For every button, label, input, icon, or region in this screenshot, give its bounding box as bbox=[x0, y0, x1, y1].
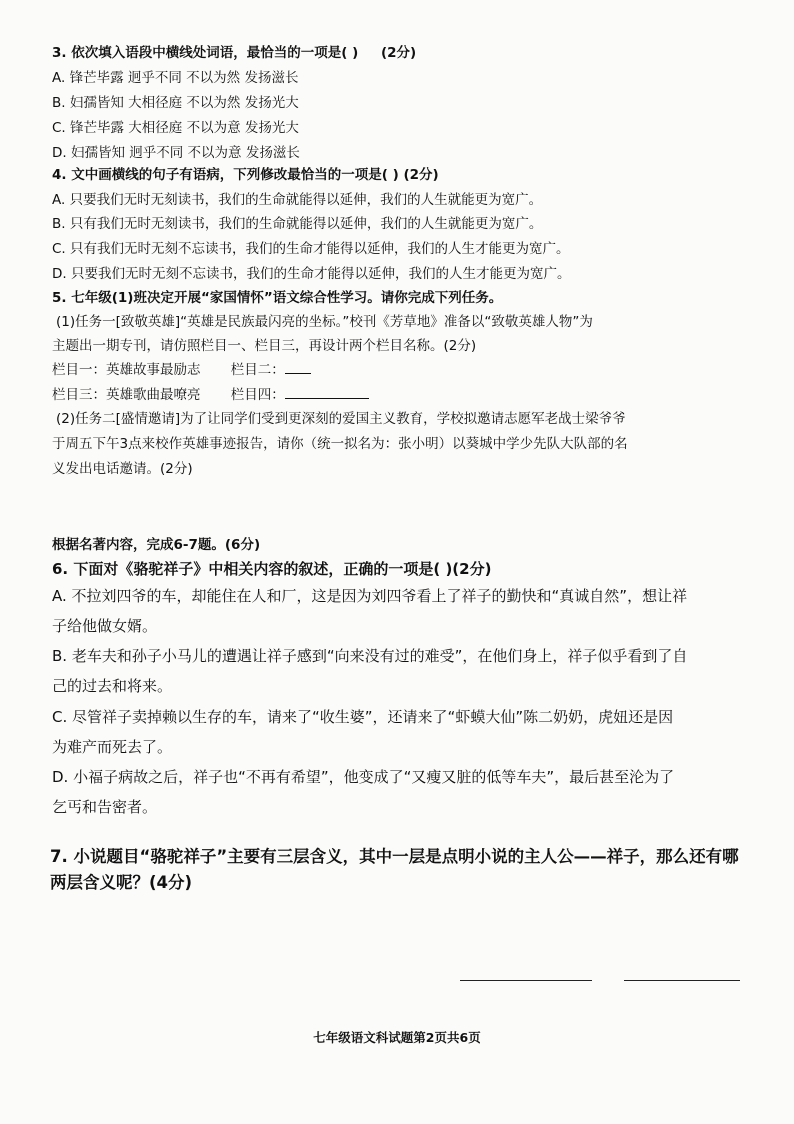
q6-option-c-line2: 为难产而死去了。 bbox=[52, 738, 173, 756]
q7-line2: 两层含义呢？(4分) bbox=[50, 873, 193, 892]
q5-columns-row2 bbox=[52, 386, 369, 404]
column-two-label: 栏目二： bbox=[230, 362, 285, 378]
q6-option-b-line1: B. 老车夫和孙子小马儿的遭遇让祥子感到“向来没有过的难受”，在他们身上，祥子似乎看到了自 bbox=[52, 647, 688, 665]
column-four-label: 栏目四： bbox=[230, 387, 285, 403]
answer-line-right[interactable] bbox=[624, 980, 740, 981]
q6-stem: 6. 下面对《骆驼祥子》中相关内容的叙述，正确的一项是( )(2分) bbox=[52, 560, 492, 578]
q6-option-b-line2: 己的过去和将来。 bbox=[52, 677, 173, 695]
answer-line-left[interactable] bbox=[460, 980, 592, 981]
q6-option-a-line2: 子给他做女婿。 bbox=[52, 617, 158, 635]
q5-task2-line3: 义发出电话邀请。(2分) bbox=[52, 461, 193, 477]
q6-option-d-line1: D. 小福子病故之后，祥子也“不再有希望”，他变成了“又瘦又脏的低等车夫”，最后甚至沦为了 bbox=[52, 768, 675, 786]
q7-line1: 7. 小说题目“骆驼祥子”主要有三层含义，其中一层是点明小说的主人公——祥子，那么还有哪 bbox=[50, 847, 739, 866]
q5-task1-line1: (1)任务一[致敬英雄]“英雄是民族最闪亮的坐标。”校刊《芳草地》准备以“致敬英雄人物”为 bbox=[56, 314, 593, 330]
q4-option-d: D. 只要我们无时无刻不忘读书，我们的生命才能得以延伸，我们的人生才能更为宽广。 bbox=[52, 266, 571, 282]
q5-task2-line2: 于周五下午3点来校作英雄事迹报告，请你（统一拟名为：张小明）以葵城中学少先队大队部的名 bbox=[52, 436, 628, 452]
column-two-blank[interactable] bbox=[285, 361, 311, 374]
q5-stem: 5. 七年级(1)班决定开展“家国情怀”语文综合性学习。请你完成下列任务。 bbox=[52, 290, 503, 306]
column-three: 栏目三：英雄歌曲最嘹亮 bbox=[52, 387, 201, 403]
q4-stem: 4. 文中画横线的句子有语病，下列修改最恰当的一项是( ) (2分) bbox=[52, 167, 439, 183]
q5-task1-line2: 主题出一期专刊，请仿照栏目一、栏目三，再设计两个栏目名称。(2分) bbox=[52, 338, 477, 354]
q6-option-d-line2: 乞丐和告密者。 bbox=[52, 798, 158, 816]
q3-stem-text: 3. 依次填入语段中横线处词语，最恰当的一项是( ) bbox=[52, 45, 359, 61]
q5-task2-line1: (2)任务二[盛情邀请]为了让同学们受到更深刻的爱国主义教育，学校拟邀请志愿军老战士梁爷爷 bbox=[56, 411, 626, 427]
q6-option-a-line1: A. 不拉刘四爷的车，却能住在人和厂，这是因为刘四爷看上了祥子的勤快和“真诚自然”，想让祥 bbox=[52, 587, 688, 605]
page-footer: 七年级语文科试题第2页共6页 bbox=[313, 1030, 481, 1045]
column-four-blank[interactable] bbox=[285, 386, 369, 399]
q3-stem bbox=[52, 44, 416, 62]
column-one: 栏目一：英雄故事最励志 bbox=[52, 362, 201, 378]
q4-option-b: B. 只有我们无时无刻读书，我们的生命就能得以延伸，我们的人生就能更为宽广。 bbox=[52, 216, 543, 232]
q4-option-c: C. 只有我们无时无刻不忘读书，我们的生命才能得以延伸，我们的人生才能更为宽广。 bbox=[52, 241, 570, 257]
section-heading: 根据名著内容，完成6-7题。(6分) bbox=[52, 537, 261, 553]
q6-option-c-line1: C. 尽管祥子卖掉赖以生存的车，请来了“收生婆”，还请来了“虾蟆大仙”陈二奶奶，虎妞还是因 bbox=[52, 708, 674, 726]
q3-score: (2分) bbox=[380, 45, 417, 61]
q4-option-a: A. 只要我们无时无刻读书，我们的生命就能得以延伸，我们的人生就能更为宽广。 bbox=[52, 192, 543, 208]
q3-option-a: A. 锋芒毕露 迥乎不同 不以为然 发扬滋长 bbox=[52, 70, 299, 86]
q3-option-b: B. 妇孺皆知 大相径庭 不以为然 发扬光大 bbox=[52, 95, 299, 111]
q5-columns-row1 bbox=[52, 361, 311, 379]
q3-option-c: C. 锋芒毕露 大相径庭 不以为意 发扬光大 bbox=[52, 120, 299, 136]
q3-option-d: D. 妇孺皆知 迥乎不同 不以为意 发扬滋长 bbox=[52, 145, 300, 161]
